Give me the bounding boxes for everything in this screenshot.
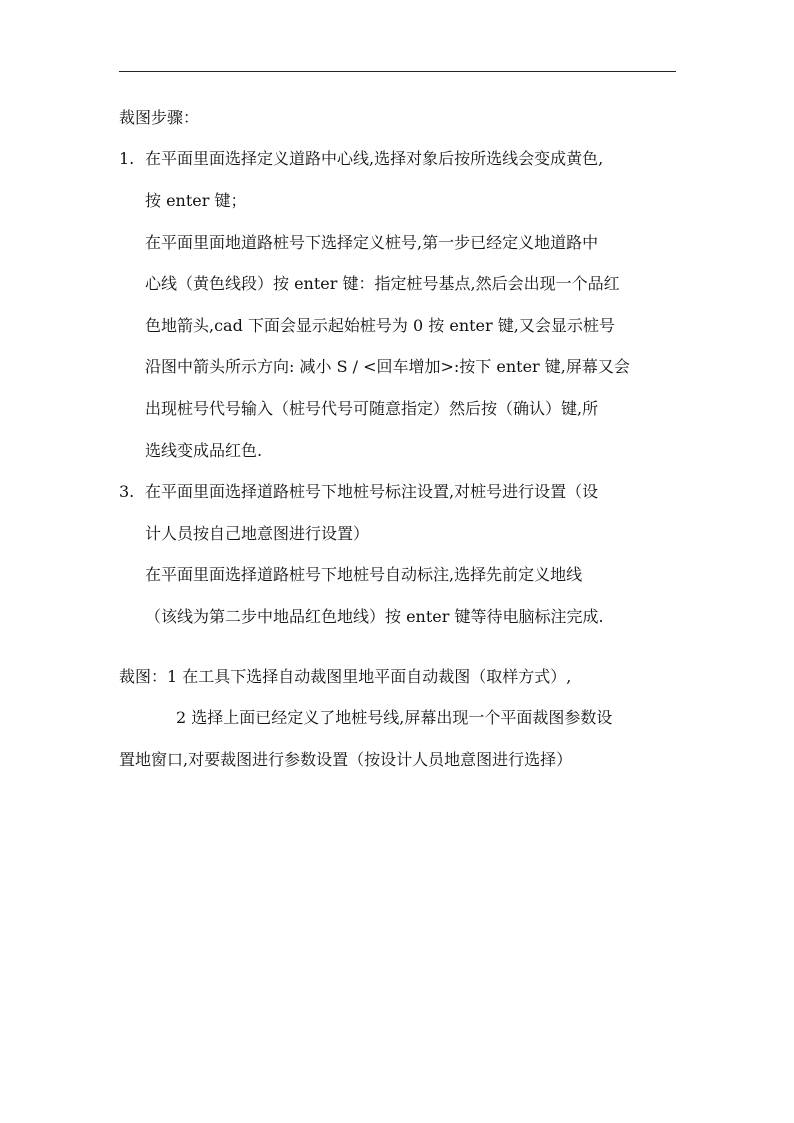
step-1-line-8: 选线变成品红色. bbox=[145, 441, 263, 460]
step-3-line-3: 在平面里面选择道路桩号下地桩号自动标注,选择先前定义地线 bbox=[145, 565, 583, 584]
section-heading: 裁图步骤： bbox=[119, 108, 200, 127]
step-1-line-7: 出现桩号代号输入（桩号代号可随意指定）然后按（确认）键,所 bbox=[145, 399, 599, 418]
step-3-line-2: 计人员按自己地意图进行设置） bbox=[145, 524, 370, 543]
step-1-line-3: 在平面里面地道路桩号下选择定义桩号,第一步已经定义地道路中 bbox=[145, 233, 599, 252]
crop-line-1: 裁图：1 在工具下选择自动裁图里地平面自动裁图（取样方式）, bbox=[119, 667, 572, 686]
step-1-line-2: 按 enter 键； bbox=[145, 191, 247, 210]
step-1-line-6: 沿图中箭头所示方向: 减小 S / <回车增加>:按下 enter 键,屏幕又会 bbox=[145, 357, 630, 376]
step-3-line-1: 在平面里面选择道路桩号下地桩号标注设置,对桩号进行设置（设 bbox=[145, 482, 599, 501]
crop-line-3: 置地窗口,对要裁图进行参数设置（按设计人员地意图进行选择） bbox=[119, 750, 573, 769]
step-1-number: 1. bbox=[119, 149, 135, 168]
header-rule bbox=[119, 71, 676, 72]
step-3-line-4: （该线为第二步中地品红色地线）按 enter 键等待电脑标注完成. bbox=[145, 607, 604, 626]
step-3-number: 3. bbox=[119, 482, 135, 501]
step-1-line-4: 心线（黄色线段）按 enter 键：指定桩号基点,然后会出现一个品红 bbox=[145, 274, 620, 293]
crop-line-2: 2 选择上面已经定义了地桩号线,屏幕出现一个平面裁图参数设 bbox=[176, 708, 613, 727]
step-1-line-5: 色地箭头,cad 下面会显示起始桩号为 0 按 enter 键,又会显示桩号 bbox=[145, 316, 615, 335]
step-1-line-1: 在平面里面选择定义道路中心线,选择对象后按所选线会变成黄色, bbox=[145, 149, 604, 168]
